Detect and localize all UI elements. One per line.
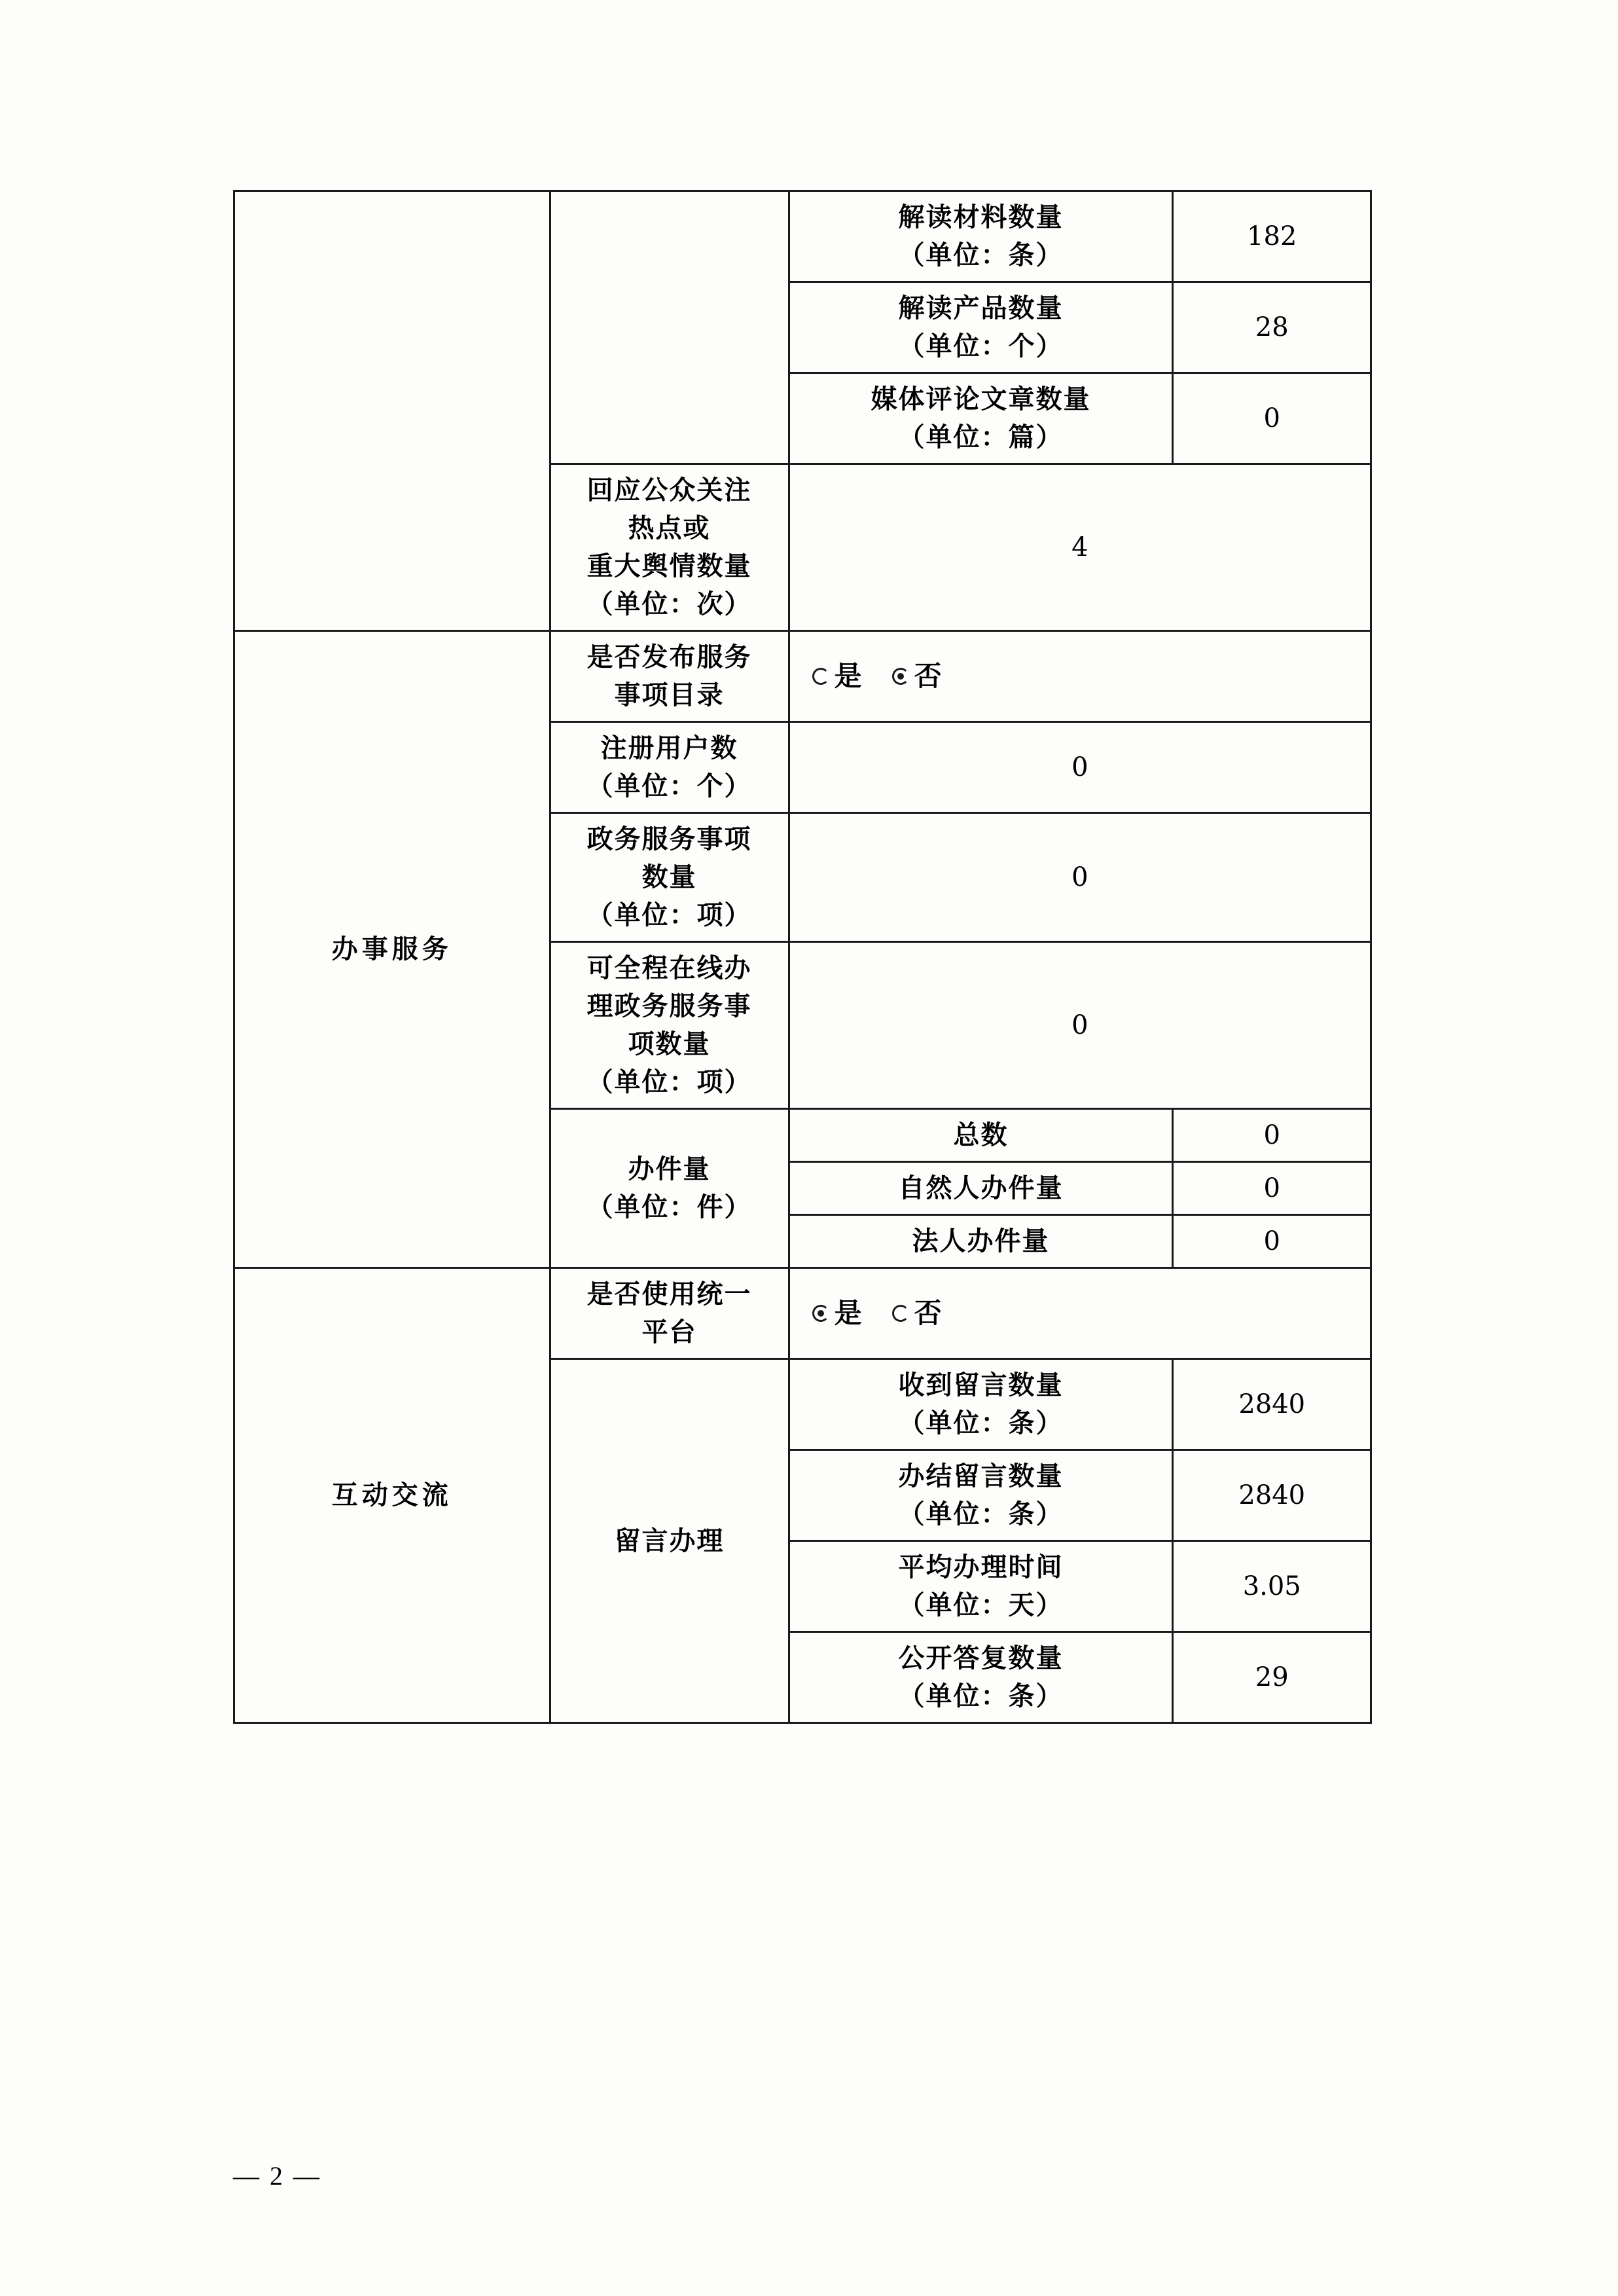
item-line-1: 公开答复数量 xyxy=(898,1643,1064,1673)
item-line-2: （单位：条） xyxy=(898,1499,1064,1529)
item-average-handling-time xyxy=(789,1541,1173,1632)
item-line-2: （单位：个） xyxy=(586,771,752,801)
item-full-online-service-items xyxy=(550,942,789,1109)
item-line-2: （单位：条） xyxy=(898,1681,1064,1711)
item-line-1: 平均办理时间 xyxy=(898,1552,1064,1582)
subgroup-cell-empty xyxy=(550,191,789,464)
item-line-1: 是否发布服务 xyxy=(586,642,752,672)
value-messages-handled: 2840 xyxy=(1173,1450,1371,1541)
category-hudong-jiaoliu: 互动交流 xyxy=(234,1268,550,1723)
table-row xyxy=(234,191,1371,282)
value-case-volume-total: 0 xyxy=(1173,1109,1371,1162)
value-full-online-service-items: 0 xyxy=(789,942,1371,1109)
item-public-concern-response xyxy=(550,464,789,631)
radio-option-yes[interactable] xyxy=(812,1294,863,1334)
item-messages-handled xyxy=(789,1450,1173,1541)
item-public-replies xyxy=(789,1632,1173,1723)
item-line-2: （单位：篇） xyxy=(898,422,1064,452)
item-gov-service-items xyxy=(550,813,789,942)
item-publish-service-catalog xyxy=(550,631,789,722)
page-number: — 2 — xyxy=(233,2161,321,2191)
item-line-1: 是否使用统一 xyxy=(586,1279,752,1309)
subgroup-line-2: （单位：件） xyxy=(586,1192,752,1222)
item-line-2: （单位：条） xyxy=(898,240,1064,270)
item-line-2: 事项目录 xyxy=(614,680,725,710)
item-registered-users xyxy=(550,722,789,813)
item-line-1: 可全程在线办 xyxy=(586,953,752,983)
radio-group-publish-service-catalog[interactable] xyxy=(789,631,1371,722)
item-line-2: 热点或 xyxy=(628,513,711,543)
item-interpretation-products xyxy=(789,282,1173,373)
radio-selected-icon xyxy=(812,1305,829,1322)
subgroup-case-volume xyxy=(550,1109,789,1268)
item-line-1: 媒体评论文章数量 xyxy=(871,384,1091,414)
item-case-volume-legal-person: 法人办件量 xyxy=(789,1215,1173,1268)
value-case-volume-natural-person: 0 xyxy=(1173,1162,1371,1215)
radio-label-no: 否 xyxy=(914,1296,943,1329)
subgroup-message-handling: 留言办理 xyxy=(550,1359,789,1723)
item-line-1: 办结留言数量 xyxy=(898,1461,1064,1491)
item-line-1: 解读材料数量 xyxy=(898,202,1064,232)
item-line-2: （单位：条） xyxy=(898,1408,1064,1438)
value-messages-received: 2840 xyxy=(1173,1359,1371,1450)
radio-label-no: 否 xyxy=(914,659,943,692)
category-cell-empty xyxy=(234,191,550,631)
item-media-comment-articles xyxy=(789,373,1173,464)
item-line-1: 注册用户数 xyxy=(600,733,738,763)
radio-selected-icon xyxy=(892,668,909,685)
table-row xyxy=(234,1268,1371,1359)
item-line-2: 理政务服务事 xyxy=(586,991,752,1021)
item-case-volume-natural-person: 自然人办件量 xyxy=(789,1162,1173,1215)
item-messages-received xyxy=(789,1359,1173,1450)
value-interpretation-materials: 182 xyxy=(1173,191,1371,282)
item-line-2: （单位：天） xyxy=(898,1590,1064,1620)
item-line-2: 平台 xyxy=(641,1317,697,1347)
value-interpretation-products: 28 xyxy=(1173,282,1371,373)
item-line-2: （单位：个） xyxy=(898,331,1064,361)
item-line-3: （单位：项） xyxy=(586,900,752,930)
item-interpretation-materials xyxy=(789,191,1173,282)
report-table-container xyxy=(233,190,1372,1724)
radio-unselected-icon xyxy=(812,668,829,685)
value-media-comment-articles: 0 xyxy=(1173,373,1371,464)
radio-option-no[interactable] xyxy=(892,657,943,697)
item-line-4: （单位：项） xyxy=(586,1066,752,1097)
item-line-1: 解读产品数量 xyxy=(898,293,1064,323)
radio-option-no[interactable] xyxy=(892,1294,943,1334)
value-registered-users: 0 xyxy=(789,722,1371,813)
category-banshi-fuwu: 办事服务 xyxy=(234,631,550,1268)
item-line-4: （单位：次） xyxy=(586,589,752,619)
item-line-1: 回应公众关注 xyxy=(586,475,752,505)
value-gov-service-items: 0 xyxy=(789,813,1371,942)
government-information-disclosure-table xyxy=(233,190,1372,1724)
radio-unselected-icon xyxy=(892,1305,909,1322)
item-use-unified-platform xyxy=(550,1268,789,1359)
radio-label-yes: 是 xyxy=(834,659,863,692)
subgroup-line-1: 办件量 xyxy=(628,1154,711,1184)
value-public-concern-response: 4 xyxy=(789,464,1371,631)
item-case-volume-total: 总数 xyxy=(789,1109,1173,1162)
item-line-1: 收到留言数量 xyxy=(898,1370,1064,1400)
radio-option-yes[interactable] xyxy=(812,657,863,697)
value-case-volume-legal-person: 0 xyxy=(1173,1215,1371,1268)
radio-label-yes: 是 xyxy=(834,1296,863,1329)
table-row xyxy=(234,631,1371,722)
value-public-replies: 29 xyxy=(1173,1632,1371,1723)
item-line-2: 数量 xyxy=(641,862,697,892)
item-line-3: 重大舆情数量 xyxy=(586,551,752,581)
value-average-handling-time: 3.05 xyxy=(1173,1541,1371,1632)
radio-group-use-unified-platform[interactable] xyxy=(789,1268,1371,1359)
item-line-1: 政务服务事项 xyxy=(586,824,752,854)
item-line-3: 项数量 xyxy=(628,1029,711,1059)
